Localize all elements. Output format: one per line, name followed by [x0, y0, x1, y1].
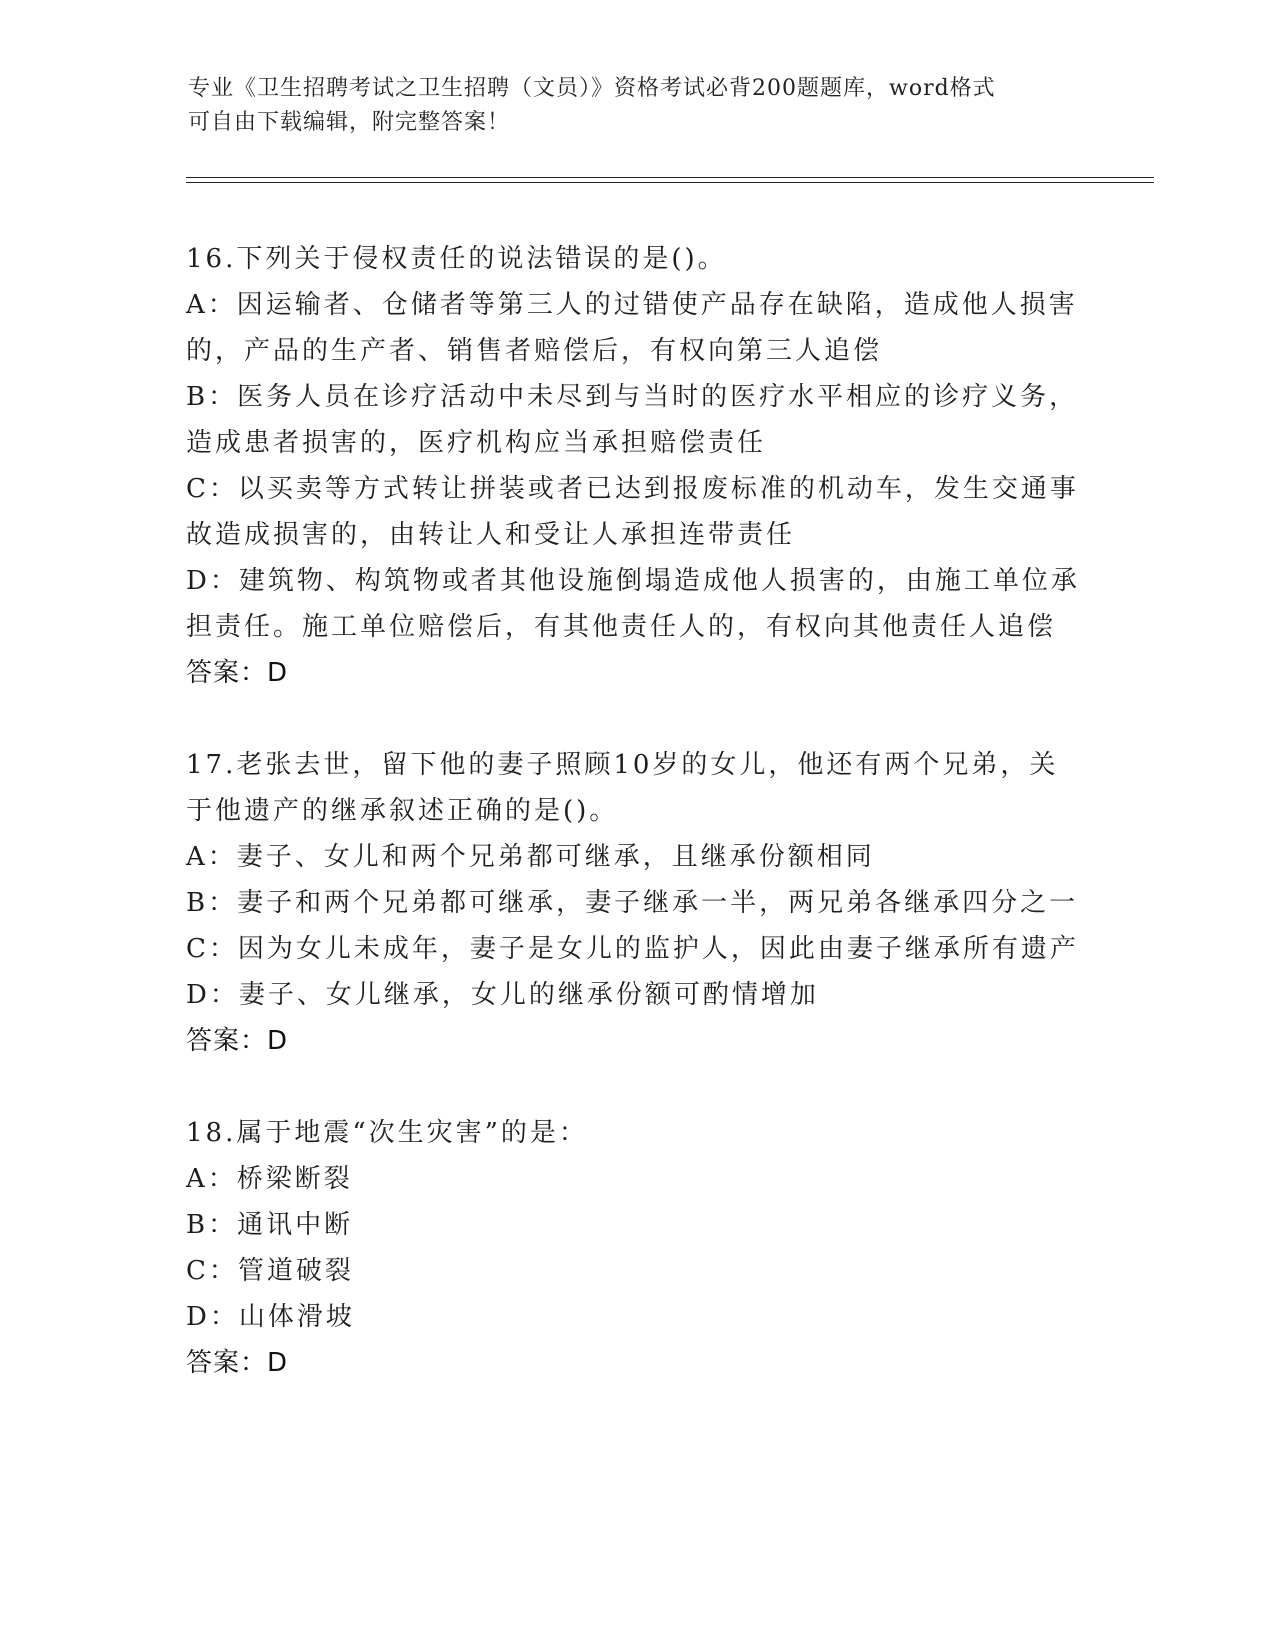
option-a: A：因运输者、仓储者等第三人的过错使产品存在缺陷，造成他人损害	[186, 290, 1078, 320]
option-c: C：因为女儿未成年，妻子是女儿的监护人，因此由妻子继承所有遗产	[186, 934, 1079, 964]
option-b: B：医务人员在诊疗活动中未尽到与当时的医疗水平相应的诊疗义务，	[186, 382, 1079, 412]
option-d: D：妻子、女儿继承，女儿的继承份额可酌情增加	[186, 980, 819, 1010]
option-b: B：通讯中断	[186, 1210, 354, 1240]
answer-label: 答案：D	[186, 1026, 289, 1056]
question-list	[186, 236, 1086, 1432]
option-d-continued: 担责任。施工单位赔偿后，有其他责任人的，有权向其他责任人追偿	[186, 612, 1057, 642]
question-stem: 18.属于地震“次生灾害”的是：	[186, 1118, 588, 1148]
option-b: B：妻子和两个兄弟都可继承，妻子继承一半，两兄弟各继承四分之一	[186, 888, 1079, 918]
option-a: A：妻子、女儿和两个兄弟都可继承，且继承份额相同	[186, 842, 875, 872]
option-d: D：山体滑坡	[186, 1302, 355, 1332]
question-17	[186, 742, 1086, 1064]
question-stem: 16.下列关于侵权责任的说法错误的是()。	[186, 244, 727, 274]
document-header	[188, 72, 1088, 140]
question-16	[186, 236, 1086, 696]
answer-label: 答案：D	[186, 1348, 289, 1378]
question-stem: 17.老张去世，留下他的妻子照顾10岁的女儿，他还有两个兄弟，关	[186, 750, 1059, 780]
option-a: A：桥梁断裂	[186, 1164, 353, 1194]
header-divider-top	[186, 177, 1154, 178]
header-line: 专业《卫生招聘考试之卫生招聘（文员）》资格考试必背200题题库，word格式	[188, 76, 996, 101]
header-divider-bottom	[186, 182, 1154, 183]
option-a-continued: 的，产品的生产者、销售者赔偿后，有权向第三人追偿	[186, 336, 883, 366]
option-c: C：管道破裂	[186, 1256, 354, 1286]
question-stem-continued: 于他遗产的继承叙述正确的是()。	[186, 796, 619, 826]
option-d: D：建筑物、构筑物或者其他设施倒塌造成他人损害的，由施工单位承	[186, 566, 1080, 596]
answer-label: 答案：D	[186, 658, 289, 688]
option-c-continued: 故造成损害的，由转让人和受让人承担连带责任	[186, 520, 796, 550]
option-c: C：以买卖等方式转让拼装或者已达到报废标准的机动车，发生交通事	[186, 474, 1079, 504]
header-line: 可自由下载编辑，附完整答案！	[188, 110, 511, 135]
option-b-continued: 造成患者损害的，医疗机构应当承担赔偿责任	[186, 428, 767, 458]
question-18	[186, 1110, 1086, 1386]
